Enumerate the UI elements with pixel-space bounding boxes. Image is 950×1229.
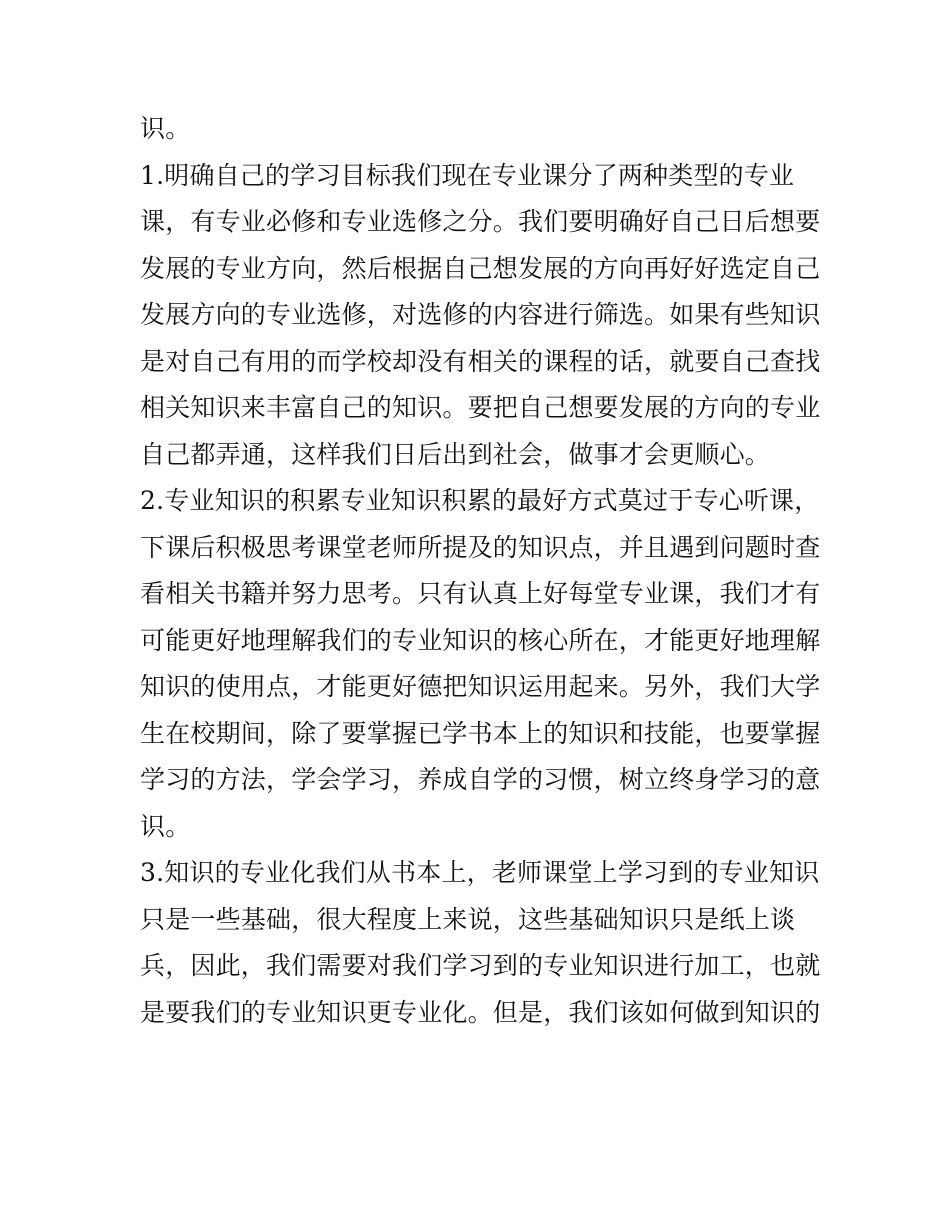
text-line: 学习的方法，学会学习，养成自学的习惯，树立终身学习的意 (140, 765, 821, 794)
text-line: 2.专业知识的积累专业知识积累的最好方式莫过于专心听课， (140, 486, 820, 515)
text-line: 课，有专业必修和专业选修之分。我们要明确好自己日后想要 (140, 207, 821, 236)
text-line: 是要我们的专业知识更专业化。但是，我们该如何做到知识的 (140, 997, 821, 1027)
text-line: 兵，因此，我们需要对我们学习到的专业知识进行加工，也就 (140, 951, 821, 980)
text-line: 相关知识来丰富自己的知识。要把自己想要发展的方向的专业 (140, 393, 821, 422)
text-line: 是对自己有用的而学校却没有相关的课程的话，就要自己查找 (140, 346, 821, 376)
text-line: 发展方向的专业选修，对选修的内容进行筛选。如果有些知识 (140, 300, 821, 329)
text-line: 看相关书籍并努力思考。只有认真上好每堂专业课，我们才有 (140, 579, 821, 608)
text-line: 自己都弄通，这样我们日后出到社会，做事才会更顺心。 (140, 439, 771, 469)
text-line: 1.明确自己的学习目标我们现在专业课分了两种类型的专业 (140, 160, 795, 190)
text-line: 可能更好地理解我们的专业知识的核心所在，才能更好地理解 (140, 625, 821, 655)
text-line: 下课后积极思考课堂老师所提及的知识点，并且遇到问题时查 (140, 532, 821, 562)
text-line: 发展的专业方向，然后根据自己想发展的方向再好好选定自己 (140, 253, 821, 283)
text-line: 识。 (140, 811, 191, 841)
text-line: 只是一些基础，很大程度上来说，这些基础知识只是纸上谈 (140, 904, 796, 934)
text-line: 知识的使用点，才能更好德把知识运用起来。另外，我们大学 (140, 672, 821, 701)
text-line: 生在校期间，除了要掌握已学书本上的知识和技能，也要掌握 (140, 718, 821, 748)
text-line: 识。 (140, 114, 191, 143)
body-text (140, 106, 830, 1036)
text-line: 3.知识的专业化我们从书本上，老师课堂上学习到的专业知识 (140, 858, 820, 887)
